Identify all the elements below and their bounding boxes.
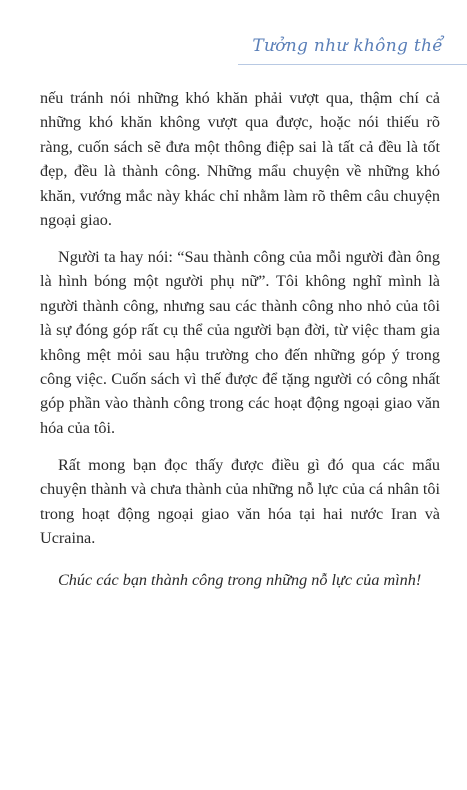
- paragraph-hope: Rất mong bạn đọc thấy được điều gì đó qua các mẩu chuyện thành và chưa thành của những nỗ lực của cá nhân tôi trong hoạt động ngoại giao văn hóa tại hai nước Iran và Ucraina.: [40, 455, 440, 547]
- running-header: Tưởng như không thể: [252, 36, 443, 56]
- body-text: [40, 86, 440, 605]
- closing-wish: Chúc các bạn thành công trong những nỗ lực của mình!: [58, 571, 422, 590]
- paragraph-continuation: nếu tránh nói những khó khăn phải vượt qua, thậm chí cả những khó khăn không vượt qua được, hoặc nói thiếu rõ ràng, cuốn sách sẽ đưa một thông điệp sai là tất cả đều là tốt đẹp, đều là thành công. Những mẩu chuyện về những khó khăn, vướng mắc này khác chỉ nhằm làm rõ thêm câu chuyện ngoại giao.: [40, 89, 440, 230]
- paragraph-dedication: Người ta hay nói: “Sau thành công của mỗi người đàn ông là hình bóng một người phụ nữ”. Tôi không nghĩ mình là người thành công, nhưng sau các thành công nho nhỏ của tôi là sự đóng góp rất cụ thể của người bạn đời, từ việc tham gia không mệt mỏi sau hậu trường cho đến những góp ý trong công việc. Cuốn sách vì thế được để tặng người có công nhất góp phần vào thành công trong các hoạt động ngoại giao văn hóa của tôi.: [40, 247, 440, 437]
- header-rule: [238, 64, 467, 65]
